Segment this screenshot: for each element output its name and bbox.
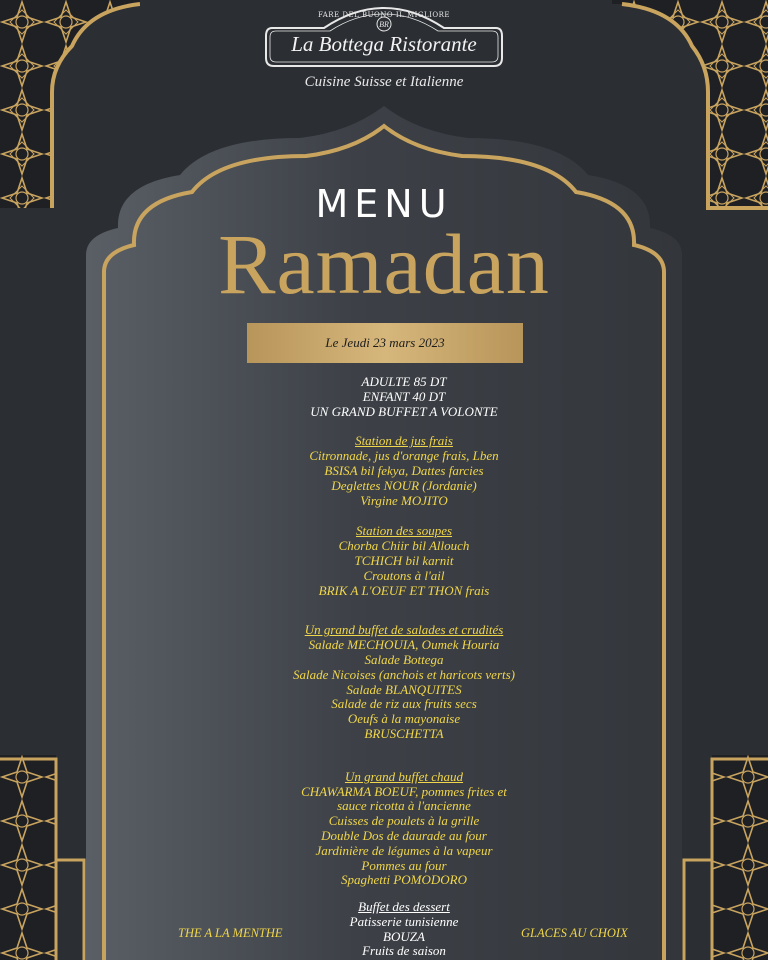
menu-item: Salade Bottega xyxy=(364,651,444,667)
menu-item: Spaghetti POMODORO xyxy=(340,872,467,888)
section-title: Un grand buffet de salades et crudités xyxy=(304,622,504,638)
price-line: ENFANT 40 DT xyxy=(362,388,446,404)
menu-item: Citronnade, jus d'orange frais, Lben xyxy=(309,448,499,464)
section-salads xyxy=(200,623,608,741)
menu-item: Cuisses de poulets à la grille xyxy=(328,813,480,829)
cuisine-subtitle: Cuisine Suisse et Italienne xyxy=(304,74,464,90)
menu-item: Chorba Chiir bil Allouch xyxy=(338,538,470,554)
date-banner xyxy=(247,323,523,363)
section-dessert xyxy=(304,900,504,959)
section-title: Station des soupes xyxy=(355,523,453,539)
menu-item: BRIK A L'OEUF ET THON frais xyxy=(318,582,490,598)
menu-item: Pommes au four xyxy=(361,857,447,873)
section-title: Station de jus frais xyxy=(355,433,453,449)
side-note-right: GLACES AU CHOIX xyxy=(521,926,628,940)
ramadan-headline: Ramadan xyxy=(218,216,550,312)
menu-item: sauce ricotta à l'ancienne xyxy=(337,798,471,814)
menu-item: TCHICH bil karnit xyxy=(354,552,454,568)
menu-item: Salade MECHOUIA, Oumek Houria xyxy=(308,637,500,653)
menu-item: CHAWARMA BOEUF, pommes frites et xyxy=(301,783,507,799)
menu-item: Patisserie tunisienne xyxy=(349,913,459,929)
menu-item: Deglettes NOUR (Jordanie) xyxy=(331,477,477,493)
menu-item: BSISA bil fekya, Dattes farcies xyxy=(324,462,484,478)
date-text: Le Jeudi 23 mars 2023 xyxy=(325,335,445,350)
price-line: UN GRAND BUFFET A VOLONTE xyxy=(310,403,498,419)
section-title: Un grand buffet chaud xyxy=(344,768,464,784)
section-title: Buffet des dessert xyxy=(358,899,450,914)
menu-item: Fruits de saison xyxy=(362,943,446,959)
menu-item: BRUSCHETTA xyxy=(364,725,444,741)
section-soups xyxy=(200,524,608,598)
section-juice xyxy=(200,434,608,508)
side-note-left: THE A LA MENTHE xyxy=(178,926,283,940)
menu-item: BOUZA xyxy=(383,928,425,944)
menu-item: Jardinière de légumes à la vapeur xyxy=(315,842,493,858)
menu-title: MENU xyxy=(315,182,453,226)
menu-content xyxy=(200,375,608,888)
logo-monogram: BR xyxy=(379,20,389,29)
menu-item: Oeufs à la mayonaise xyxy=(347,711,461,727)
menu-item: Salade de riz aux fruits secs xyxy=(331,696,477,712)
logo-name: La Bottega Ristorante xyxy=(291,32,477,56)
section-hot-buffet xyxy=(200,770,608,888)
menu-item: Salade BLANQUITES xyxy=(346,681,462,697)
menu-item: Double Dos de daurade au four xyxy=(321,827,487,843)
price-line: ADULTE 85 DT xyxy=(361,374,447,389)
menu-item: Virgine MOJITO xyxy=(360,492,448,508)
restaurant-logo xyxy=(264,6,504,68)
menu-item: Croutons à l'ail xyxy=(363,567,445,583)
menu-item: Salade Nicoises (anchois et haricots verts) xyxy=(292,666,516,682)
logo-arc-text: FARE DEL BUONO IL MIGLIORE xyxy=(317,11,451,19)
